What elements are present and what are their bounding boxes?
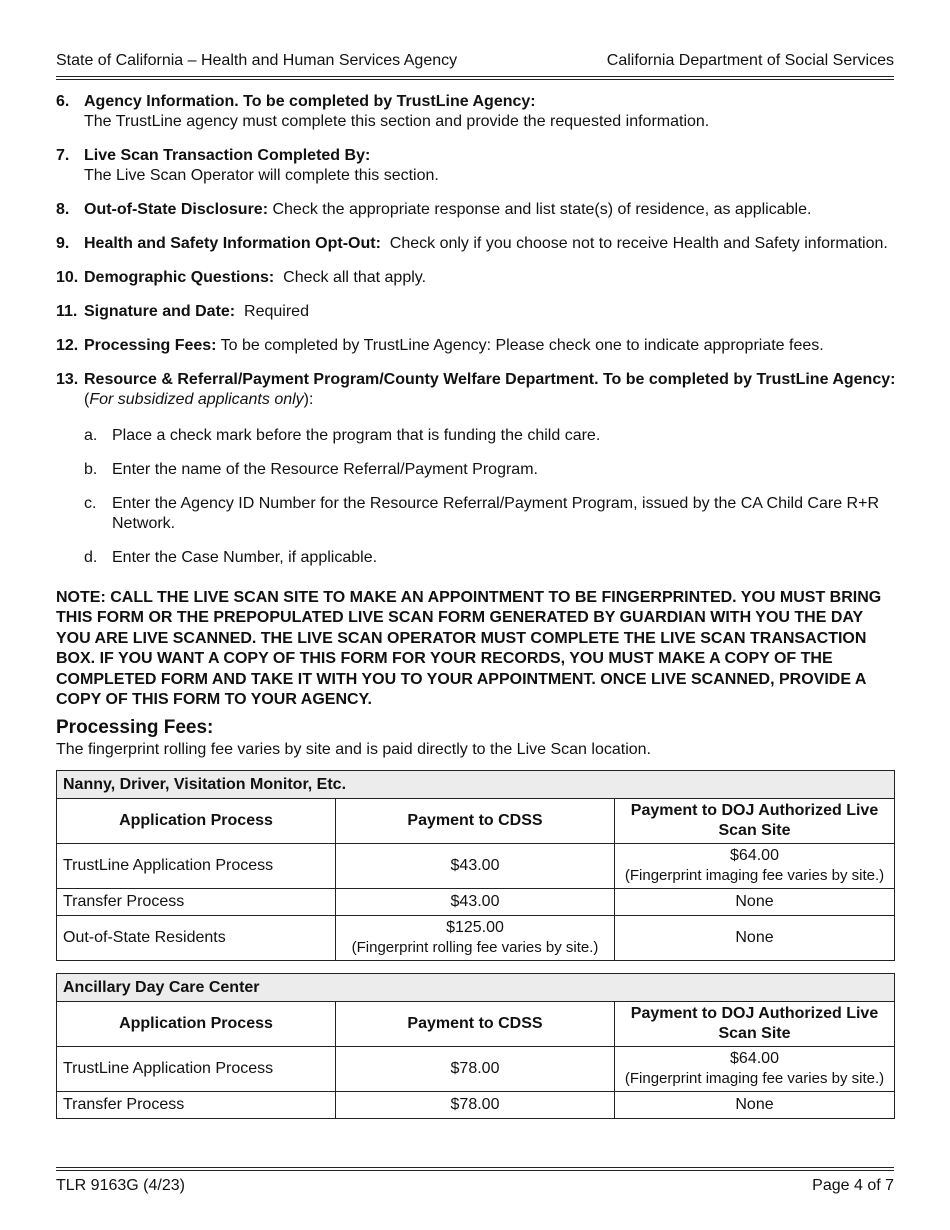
column-header: Payment to CDSS bbox=[336, 799, 615, 844]
header-department: California Department of Social Services bbox=[606, 52, 894, 69]
sub-item-letter: b. bbox=[84, 461, 98, 478]
appointment-note: NOTE: CALL THE LIVE SCAN SITE TO MAKE AN APPOINTMENT TO BE FINGERPRINTED. YOU MUST BRING THIS FORM OR THE PREPOPULATED LIVE SCAN FORM GENERATED BY GUARDIAN WITH YOU THE DAY YOU ARE LIVE SCANNED. THE LIVE SCAN OPERATOR MUST COMPLETE THE LIVE SCAN TRANSACTION BOX. IF YOU WANT A COPY OF THIS FORM FOR YOUR RECORDS, YOU MUST MAKE A COPY OF THE COMPLETED FORM AND TAKE IT WITH YOU TO YOUR APPOINTMENT. ONCE LIVE SCANNED, PROVIDE A COPY OF THIS FORM TO YOUR AGENCY. bbox=[56, 589, 882, 709]
cdss-fee-note: (Fingerprint rolling fee varies by site.) bbox=[351, 939, 599, 957]
item-number: 13. bbox=[56, 371, 79, 388]
sub-item-letter: c. bbox=[84, 495, 97, 512]
item-heading: Health and Safety Information Opt-Out: bbox=[84, 235, 381, 252]
doj-fee-cell bbox=[615, 844, 895, 889]
sub-item-text: Enter the Case Number, if applicable. bbox=[112, 549, 378, 566]
table-row bbox=[57, 844, 895, 889]
doj-fee-cell: None bbox=[615, 889, 895, 916]
column-header: Payment to DOJ Authorized Live Scan Site bbox=[615, 1002, 895, 1047]
sub-item-c bbox=[84, 494, 896, 534]
sub-item-letter: d. bbox=[84, 549, 98, 566]
cdss-fee-cell bbox=[336, 916, 615, 961]
processing-fees-title: Processing Fees: bbox=[56, 717, 214, 739]
instruction-item-10 bbox=[56, 268, 896, 288]
sub-item-a bbox=[84, 426, 896, 446]
table-row bbox=[57, 1047, 895, 1092]
item-number: 8. bbox=[56, 201, 70, 218]
instruction-item-6 bbox=[56, 92, 896, 132]
instruction-item-9 bbox=[56, 234, 896, 254]
item-text-pre: ( bbox=[84, 391, 90, 408]
item-heading: Demographic Questions: bbox=[84, 269, 275, 286]
cdss-fee-cell: $78.00 bbox=[336, 1092, 615, 1119]
sub-item-d bbox=[84, 548, 896, 568]
table-title: Nanny, Driver, Visitation Monitor, Etc. bbox=[57, 771, 895, 799]
column-header: Payment to DOJ Authorized Live Scan Site bbox=[615, 799, 895, 844]
item-text: Required bbox=[235, 303, 309, 320]
doj-fee: $64.00 bbox=[730, 1050, 779, 1068]
page-footer bbox=[56, 1170, 894, 1195]
doj-fee-cell: None bbox=[615, 1092, 895, 1119]
item-number: 12. bbox=[56, 337, 79, 354]
sub-item-text: Enter the Agency ID Number for the Resource Referral/Payment Program, issued by the CA Child Care R+R Network. bbox=[112, 495, 880, 532]
process-cell: TrustLine Application Process bbox=[57, 1047, 336, 1092]
fees-table-nanny bbox=[56, 770, 895, 961]
item-number: 7. bbox=[56, 147, 70, 164]
column-header: Application Process bbox=[57, 799, 336, 844]
instruction-item-8 bbox=[56, 200, 896, 220]
item-heading: Agency Information. To be completed by TrustLine Agency: bbox=[84, 93, 536, 110]
doj-fee: $64.00 bbox=[730, 847, 779, 865]
item-heading: Live Scan Transaction Completed By: bbox=[84, 147, 371, 164]
cdss-fee-cell: $43.00 bbox=[336, 844, 615, 889]
processing-fees-intro: The fingerprint rolling fee varies by site and is paid directly to the Live Scan location. bbox=[56, 741, 651, 759]
table-row bbox=[57, 1092, 895, 1119]
column-header: Application Process bbox=[57, 1002, 336, 1047]
item-number: 6. bbox=[56, 93, 70, 110]
process-cell: Transfer Process bbox=[57, 1092, 336, 1119]
doj-fee-cell bbox=[615, 1047, 895, 1092]
item-heading: Processing Fees: bbox=[84, 337, 217, 354]
item-text: The Live Scan Operator will complete this section. bbox=[84, 167, 439, 184]
instruction-item-12 bbox=[56, 336, 896, 356]
doj-fee-note: (Fingerprint imaging fee varies by site.) bbox=[624, 867, 885, 885]
page-number: Page 4 of 7 bbox=[812, 1177, 894, 1194]
item-text: Check the appropriate response and list state(s) of residence, as applicable. bbox=[268, 201, 812, 218]
item-heading: Signature and Date: bbox=[84, 303, 236, 320]
page-header bbox=[56, 52, 894, 77]
column-header: Payment to CDSS bbox=[336, 1002, 615, 1047]
sub-item-b bbox=[84, 460, 896, 480]
process-cell: Out-of-State Residents bbox=[57, 916, 336, 961]
item-heading: Out-of-State Disclosure: bbox=[84, 201, 269, 218]
table-row bbox=[57, 889, 895, 916]
sub-item-text: Enter the name of the Resource Referral/Payment Program. bbox=[112, 461, 538, 478]
instruction-item-7 bbox=[56, 146, 896, 186]
table-row bbox=[57, 916, 895, 961]
instructions-body bbox=[56, 92, 896, 1119]
doj-fee-note: (Fingerprint imaging fee varies by site.) bbox=[624, 1070, 885, 1088]
process-cell: TrustLine Application Process bbox=[57, 844, 336, 889]
item-text: The TrustLine agency must complete this section and provide the requested information. bbox=[84, 113, 710, 130]
fees-table-ancillary bbox=[56, 973, 895, 1119]
item-number: 11. bbox=[56, 303, 78, 320]
instruction-item-11 bbox=[56, 302, 896, 322]
cdss-fee-cell: $78.00 bbox=[336, 1047, 615, 1092]
sub-item-letter: a. bbox=[84, 427, 98, 444]
doj-fee-cell: None bbox=[615, 916, 895, 961]
instruction-item-13 bbox=[56, 370, 896, 410]
item-number: 9. bbox=[56, 235, 70, 252]
item-text-italic: For subsidized applicants only bbox=[89, 391, 304, 408]
table-title: Ancillary Day Care Center bbox=[57, 974, 895, 1002]
item-text-post: ): bbox=[303, 391, 314, 408]
sub-item-text: Place a check mark before the program that is funding the child care. bbox=[112, 427, 601, 444]
item-number: 10. bbox=[56, 269, 79, 286]
item-heading: Resource & Referral/Payment Program/County Welfare Department. To be completed by TrustLine Agency: bbox=[84, 371, 896, 388]
item-text: Check only if you choose not to receive Health and Safety information. bbox=[380, 235, 888, 252]
cdss-fee: $125.00 bbox=[446, 919, 504, 937]
item-text: To be completed by TrustLine Agency: Please check one to indicate appropriate fees. bbox=[216, 337, 824, 354]
cdss-fee-cell: $43.00 bbox=[336, 889, 615, 916]
process-cell: Transfer Process bbox=[57, 889, 336, 916]
form-number: TLR 9163G (4/23) bbox=[56, 1177, 185, 1194]
item-text: Check all that apply. bbox=[274, 269, 427, 286]
header-agency: State of California – Health and Human Services Agency bbox=[56, 52, 458, 69]
